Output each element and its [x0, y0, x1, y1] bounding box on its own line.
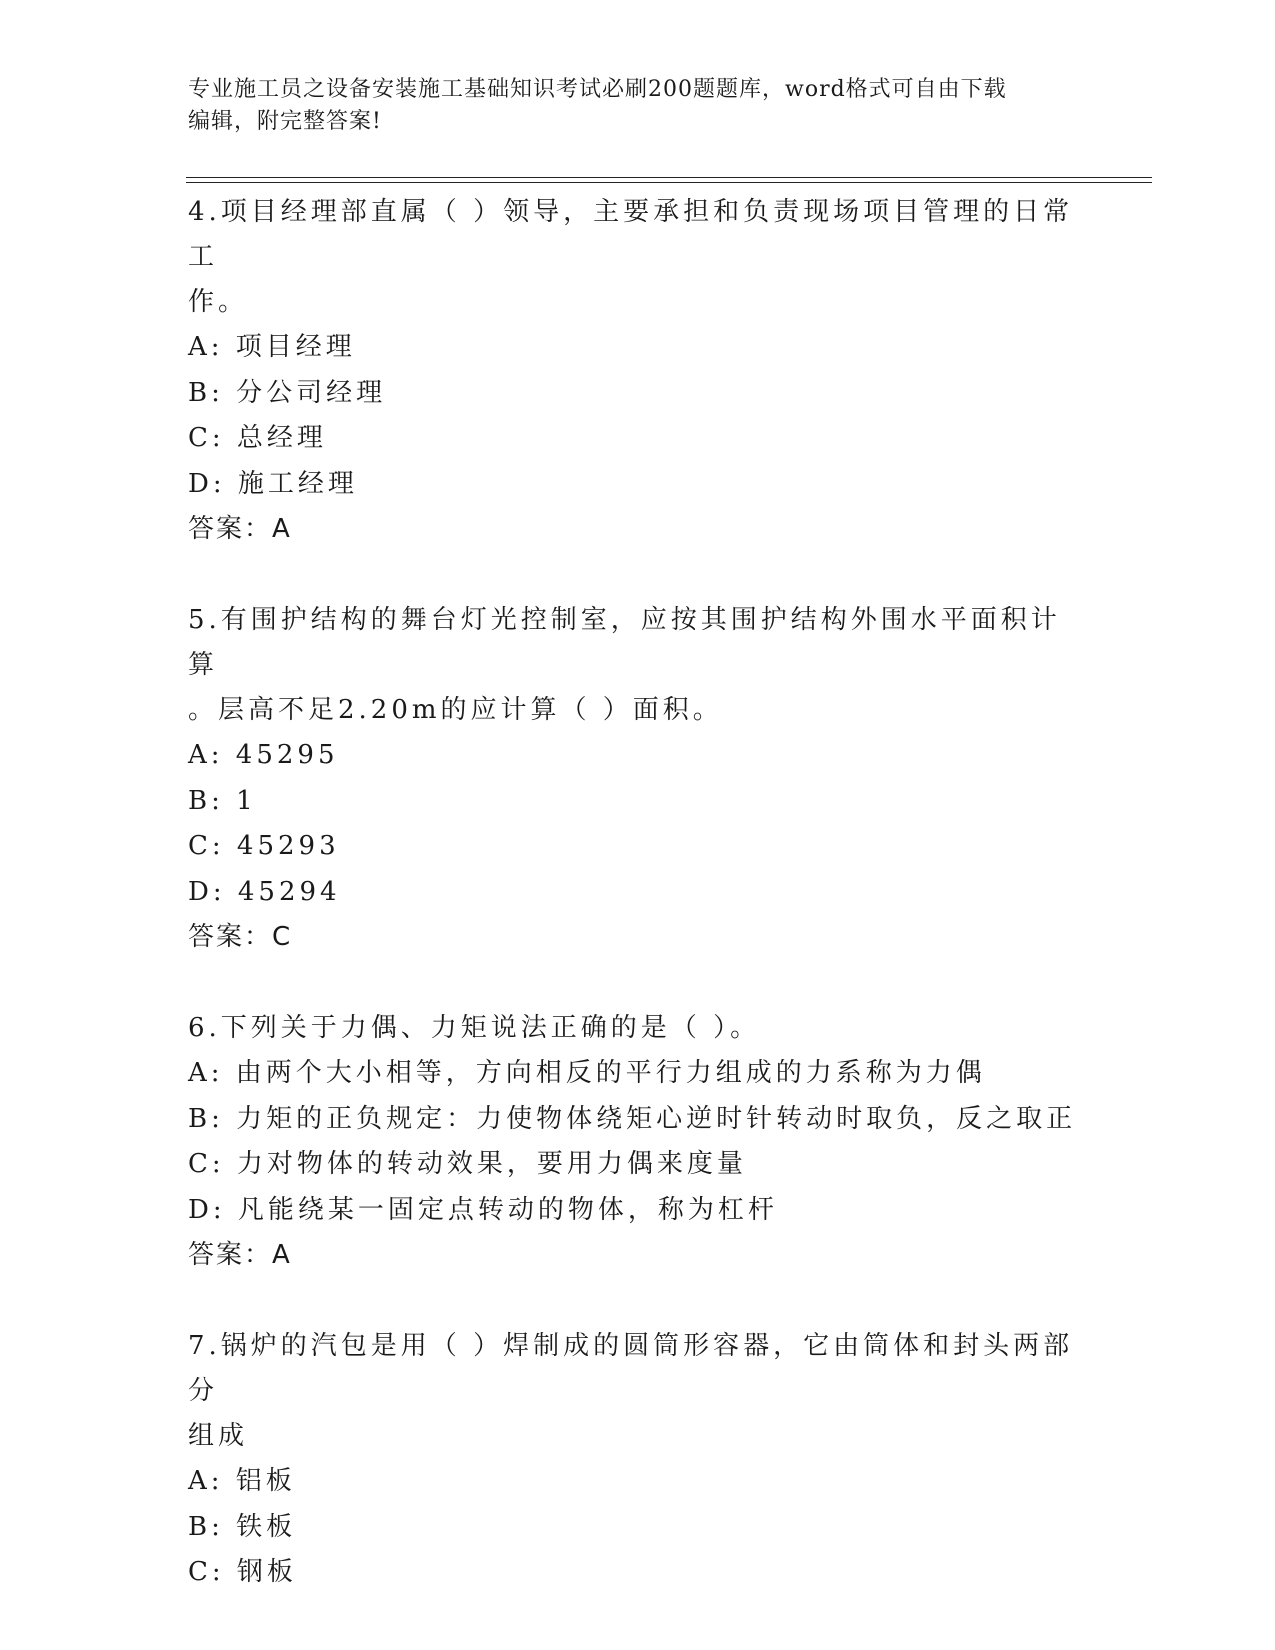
question-6	[188, 1006, 1088, 1278]
page-header	[188, 74, 1068, 138]
answer-line: 答案：A	[188, 514, 292, 544]
question-stem-line: 组成	[188, 1421, 249, 1451]
header-rule-top	[186, 177, 1152, 178]
option-b: B: 力矩的正负规定：力使物体绕矩心逆时针转动时取负，反之取正	[188, 1103, 1077, 1134]
option-b: B: 1	[188, 785, 257, 816]
question-stem-line: 作。	[188, 287, 249, 317]
option-a: A: 铝板	[188, 1466, 296, 1496]
option-a: A: 45295	[188, 740, 339, 770]
option-d: D: 45294	[188, 876, 341, 907]
option-a: A: 项目经理	[188, 332, 356, 362]
question-stem-line: 7.锅炉的汽包是用（ ）焊制成的圆筒形容器，它由筒体和封头两部分	[188, 1331, 1074, 1406]
option-a: A: 由两个大小相等，方向相反的平行力组成的力系称为力偶	[188, 1058, 986, 1088]
question-5	[188, 598, 1088, 960]
question-7	[188, 1324, 1088, 1596]
question-list	[188, 190, 1088, 1596]
option-b: B: 铁板	[188, 1511, 297, 1542]
header-line-1: 专业施工员之设备安装施工基础知识考试必刷200题题库，word格式可自由下载	[188, 77, 1007, 102]
option-c: C: 45293	[188, 831, 340, 861]
option-c: C: 钢板	[188, 1557, 297, 1587]
question-stem-line: 。层高不足2.20m的应计算（ ）面积。	[188, 695, 723, 725]
option-c: C: 力对物体的转动效果，要用力偶来度量	[188, 1149, 747, 1179]
question-stem-line: 6.下列关于力偶、力矩说法正确的是（ ）。	[188, 1013, 761, 1043]
question-stem-line: 4.项目经理部直属（ ）领导，主要承担和负责现场项目管理的日常工	[188, 197, 1074, 272]
header-rule-bottom	[186, 182, 1152, 183]
option-d: D: 施工经理	[188, 468, 358, 499]
question-stem-line: 5.有围护结构的舞台灯光控制室，应按其围护结构外围水平面积计算	[188, 605, 1061, 680]
answer-line: 答案：A	[188, 1240, 292, 1270]
option-b: B: 分公司经理	[188, 377, 387, 408]
option-d: D: 凡能绕某一固定点转动的物体，称为杠杆	[188, 1194, 778, 1225]
answer-line: 答案：C	[188, 922, 293, 952]
option-c: C: 总经理	[188, 423, 327, 453]
question-4	[188, 190, 1088, 552]
header-line-2: 编辑，附完整答案!	[188, 109, 382, 134]
